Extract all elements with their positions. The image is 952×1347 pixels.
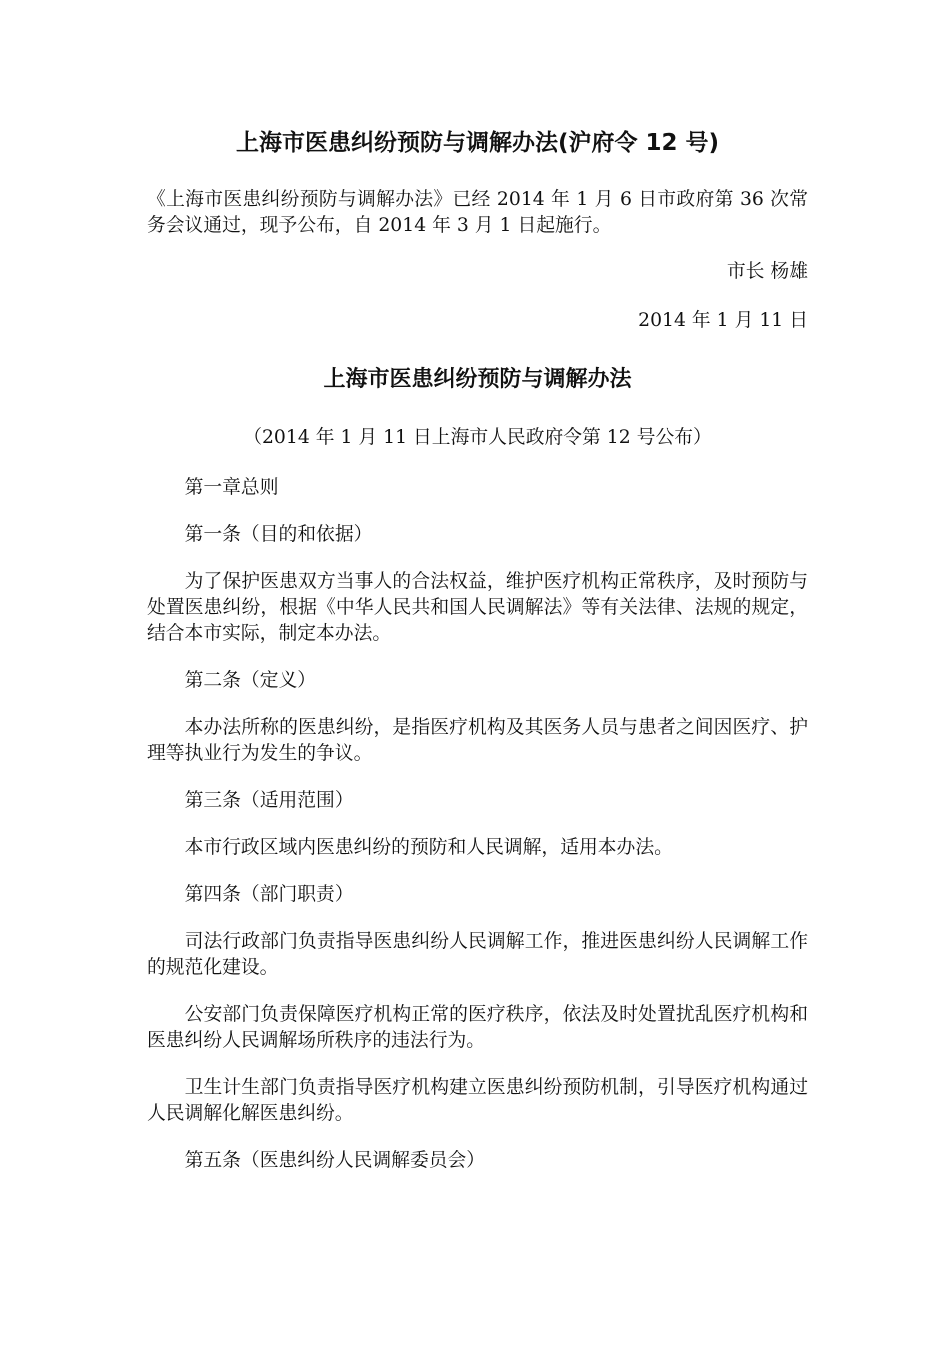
document-title: 上海市医患纠纷预防与调解办法(沪府令 12 号) <box>235 130 720 156</box>
chapter-heading: 第一章总则 <box>184 477 279 498</box>
document-content <box>147 127 808 1174</box>
article-paragraph: 司法行政部门负责指导医患纠纷人民调解工作，推进医患纠纷人民调解工作的规范化建设。 <box>147 931 808 978</box>
article-paragraph: 本办法所称的医患纠纷，是指医疗机构及其医务人员与患者之间因医疗、护理等执业行为发生的争议。 <box>147 717 808 764</box>
article-paragraph: 为了保护医患双方当事人的合法权益，维护医疗机构正常秩序，及时预防与处置医患纠纷，根据《中华人民共和国人民调解法》等有关法律、法规的规定，结合本市实际，制定本办法。 <box>147 571 808 644</box>
promulgation-paragraph: 《上海市医患纠纷预防与调解办法》已经 2014 年 1 月 6 日市政府第 36 次常务会议通过，现予公布，自 2014 年 3 月 1 日起施行。 <box>147 189 808 236</box>
article-paragraph: 本市行政区域内医患纠纷的预防和人民调解，适用本办法。 <box>184 837 673 858</box>
issue-date: 2014 年 1 月 11 日 <box>638 310 808 331</box>
article-heading: 第三条（适用范围） <box>184 790 354 811</box>
article-heading: 第二条（定义） <box>184 670 317 691</box>
article-heading: 第四条（部门职责） <box>184 884 354 905</box>
publication-note: （2014 年 1 月 11 日上海市人民政府令第 12 号公布） <box>243 427 712 448</box>
article-heading: 第五条（医患纠纷人民调解委员会） <box>184 1150 486 1171</box>
article-paragraph: 公安部门负责保障医疗机构正常的医疗秩序，依法及时处置扰乱医疗机构和医患纠纷人民调解场所秩序的违法行为。 <box>147 1004 808 1051</box>
mayor-signature: 市长 杨雄 <box>726 261 808 282</box>
article-paragraph: 卫生计生部门负责指导医疗机构建立医患纠纷预防机制，引导医疗机构通过人民调解化解医患纠纷。 <box>147 1077 808 1124</box>
regulation-title: 上海市医患纠纷预防与调解办法 <box>323 367 632 392</box>
article-heading: 第一条（目的和依据） <box>184 524 373 545</box>
